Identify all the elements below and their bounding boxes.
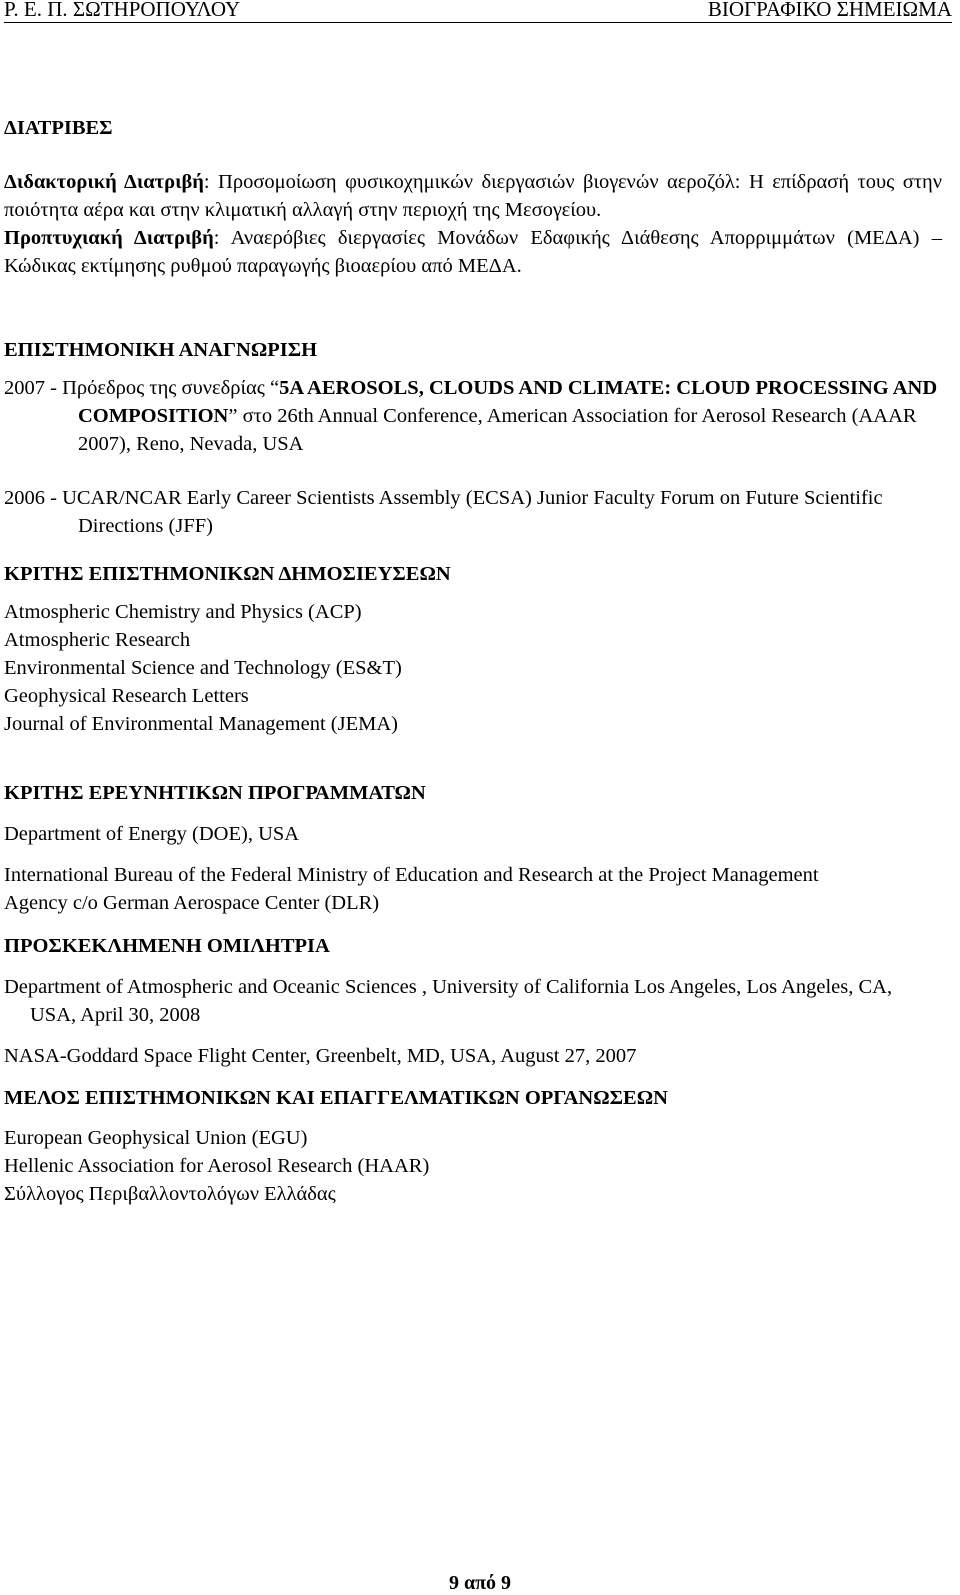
recognition-item-2007	[4, 374, 942, 458]
recognition-item-2006: 2006 - UCAR/NCAR Early Career Scientists Assembly (ECSA) Junior Faculty Forum on Future Scientific Directions (JFF)	[4, 487, 883, 537]
invited-speaker-title: ΠΡΟΣΚΕΚΛΗΜΕΝΗ ΟΜΙΛΗΤΡΙΑ	[4, 935, 330, 957]
theses-title: ΔΙΑΤΡΙΒΕΣ	[4, 117, 113, 139]
recognition-title: ΕΠΙΣΤΗΜΟΝΙΚΗ ΑΝΑΓΝΩΡΙΣΗ	[4, 339, 318, 361]
undergrad-thesis-label: Προπτυχιακή Διατριβή	[4, 227, 214, 249]
phd-thesis-text: : Προσομοίωση φυσικοχημικών διεργασιών βιογενών αεροζόλ: Η επίδρασή τους στην ποιότητα αέρα και στην κλιματική αλλαγή στην περιοχή της Μεσογείου.	[4, 171, 942, 221]
membership-item: European Geophysical Union (EGU)	[4, 1127, 308, 1149]
membership-item: Σύλλογος Περιβαλλοντολόγων Ελλάδας	[4, 1183, 336, 1205]
journal-item: Geophysical Research Letters	[4, 685, 249, 707]
reviewer-publications-title: ΚΡΙΤΗΣ ΕΠΙΣΤΗΜΟΝΙΚΩΝ ΔΗΜΟΣΙΕΥΣΕΩΝ	[4, 563, 451, 585]
journal-item: Environmental Science and Technology (ES&T)	[4, 657, 402, 679]
journal-item: Journal of Environmental Management (JEMA)	[4, 713, 398, 735]
undergrad-thesis-text: : Αναερόβιες διεργασίες Μονάδων Εδαφικής Διάθεσης Απορριμμάτων (ΜΕΔΑ) – Κώδικας εκτίμησης ρυθμού παραγωγής βιοαερίου από ΜΕΔΑ.	[4, 227, 943, 277]
invited-talk-item: NASA-Goddard Space Flight Center, Greenbelt, MD, USA, August 27, 2007	[4, 1045, 637, 1067]
document-body	[4, 114, 942, 1208]
program-item: International Bureau of the Federal Ministry of Education and Research at the Project Management Agency c/o German Aerospace Center (DLR)	[4, 864, 819, 914]
header-doc-title: ΒΙΟΓΡΑΦΙΚΟ ΣΗΜΕΙΩΜΑ	[707, 0, 952, 21]
memberships-title: ΜΕΛΟΣ ΕΠΙΣΤΗΜΟΝΙΚΩΝ ΚΑΙ ΕΠΑΓΓΕΛΜΑΤΙΚΩΝ ΟΡΓΑΝΩΣΕΩΝ	[4, 1087, 668, 1109]
page-header	[4, 0, 952, 23]
page-number: 9 από 9	[448, 1572, 512, 1594]
header-author: Ρ. Ε. Π. ΣΩΤΗΡΟΠΟΥΛΟΥ	[4, 0, 241, 21]
undergrad-thesis	[4, 224, 942, 280]
recognition-2007-prefix: 2007 - Πρόεδρος της συνεδρίας “	[4, 377, 280, 399]
journal-item: Atmospheric Research	[4, 629, 191, 651]
reviewer-programs-title: ΚΡΙΤΗΣ ΕΡΕΥΝΗΤΙΚΩΝ ΠΡΟΓΡΑΜΜΑΤΩΝ	[4, 782, 426, 804]
phd-thesis-label: Διδακτορική Διατριβή	[4, 171, 204, 193]
invited-talk-item: Department of Atmospheric and Oceanic Sciences , University of California Los Angeles, Los Angeles, CA, USA, April 30, 2008	[4, 976, 893, 1026]
phd-thesis	[4, 168, 942, 224]
membership-item: Hellenic Association for Aerosol Research (HAAR)	[4, 1155, 430, 1177]
recognition-2007-suffix: ” στο 26th Annual Conference, American Association for Aerosol Research (AAAR 2007), Reno, Nevada, USA	[78, 405, 917, 455]
journal-item: Atmospheric Chemistry and Physics (ACP)	[4, 601, 362, 623]
program-item: Department of Energy (DOE), USA	[4, 823, 300, 845]
recognition-2007-session: 5A AEROSOLS, CLOUDS AND CLIMATE: CLOUD PROCESSING AND COMPOSITION	[78, 377, 938, 427]
